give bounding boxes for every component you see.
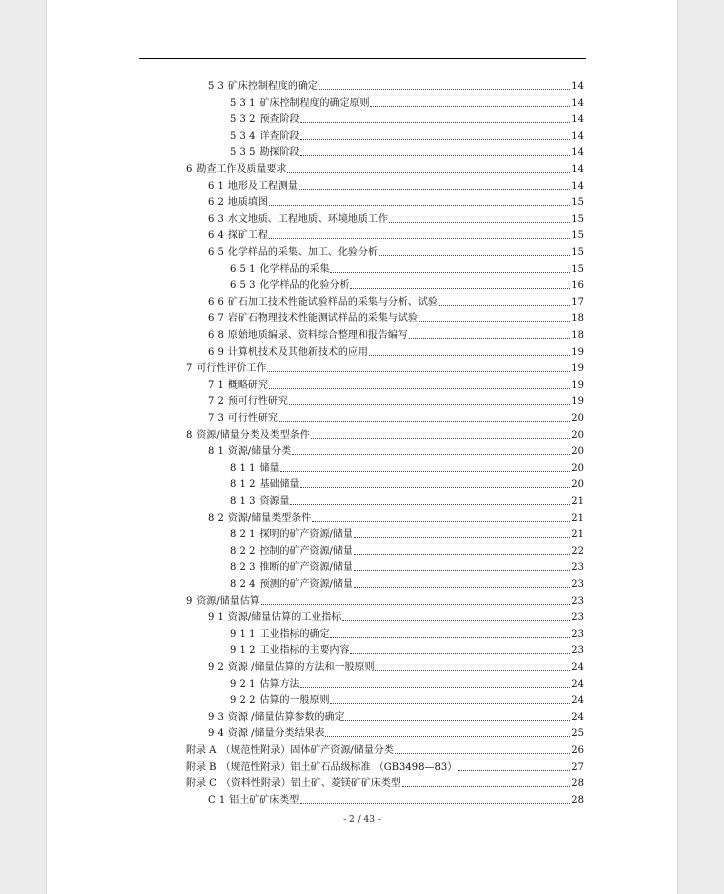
toc-dot-leader <box>269 205 570 206</box>
toc-entry[interactable] <box>230 492 584 508</box>
toc-entry-page: 22 <box>571 545 584 557</box>
toc-entry[interactable] <box>230 691 584 707</box>
toc-entry-page: 19 <box>571 346 584 358</box>
toc-entry[interactable] <box>208 658 584 674</box>
toc-dot-leader <box>289 404 570 405</box>
toc-entry-title: 勘探阶段 <box>259 147 300 159</box>
toc-entry-page: 24 <box>571 711 584 723</box>
toc-entry-page: 19 <box>571 396 584 408</box>
toc-entry-page: 14 <box>571 130 584 142</box>
toc-entry-number: 5 3 1 <box>230 97 256 109</box>
toc-entry-number: 6 5 1 <box>230 263 256 275</box>
toc-entry-page: 16 <box>571 280 584 292</box>
toc-dot-leader <box>330 637 570 638</box>
toc-dot-leader <box>300 687 570 688</box>
toc-entry-title: 资源/储量估算的工业指标 <box>227 612 342 624</box>
toc-entry-page: 15 <box>571 197 584 209</box>
toc-dot-leader <box>300 487 570 488</box>
toc-dot-leader <box>369 355 570 356</box>
toc-dot-leader <box>290 504 570 505</box>
toc-entry-number: 9 1 1 <box>230 628 256 640</box>
toc-entry-page: 19 <box>571 379 584 391</box>
toc-entry[interactable] <box>208 509 584 525</box>
toc-entry-page: 18 <box>571 330 584 341</box>
toc-entry-number: 8 1 3 <box>230 496 256 507</box>
toc-entry-page: 14 <box>571 114 584 126</box>
toc-entry-page: 23 <box>571 579 584 590</box>
toc-entry-title: 预测的矿产资源/储量 <box>259 579 353 590</box>
toc-entry[interactable] <box>230 110 584 126</box>
toc-dot-leader <box>267 371 570 372</box>
toc-dot-leader <box>319 89 570 90</box>
toc-entry[interactable] <box>208 177 584 193</box>
header-rule <box>139 58 586 59</box>
toc-entry-page: 26 <box>571 745 584 756</box>
toc-dot-leader <box>330 703 570 704</box>
toc-entry[interactable] <box>208 326 584 342</box>
toc-dot-leader <box>311 438 571 439</box>
toc-entry[interactable] <box>208 376 584 392</box>
toc-entry-number: 6 2 <box>208 197 224 209</box>
toc-dot-leader <box>379 255 570 256</box>
toc-entry-page: 23 <box>571 595 584 607</box>
toc-dot-leader <box>279 421 570 422</box>
toc-entry-page: 21 <box>571 512 584 524</box>
toc-entry-title: 岩矿石物理技术性能测试样品的采集与试验 <box>227 313 418 325</box>
toc-entry-number: 9 1 2 <box>230 645 256 657</box>
toc-entry-title: 概略研究 <box>227 379 268 391</box>
toc-dot-leader <box>269 238 570 239</box>
toc-entry-number: 9 2 <box>208 662 224 673</box>
toc-entry-title: （资料性附录）铝土矿、菱镁矿矿床类型 <box>220 778 401 790</box>
toc-dot-leader <box>354 570 570 571</box>
toc-entry-number: 8 2 2 <box>230 545 256 557</box>
toc-entry-title: 资源 /储量分类结果表 <box>227 728 325 740</box>
toc-entry-page: 24 <box>571 695 584 707</box>
toc-entry-number: 6 7 <box>208 313 224 325</box>
toc-entry-page: 20 <box>571 446 584 458</box>
toc-entry-page: 27 <box>571 761 584 773</box>
toc-entry-number: 5 3 4 <box>230 130 256 142</box>
page-footer: - 2 / 43 - <box>343 815 381 825</box>
toc-entry-page: 28 <box>571 794 584 806</box>
toc-entry-number: 8 1 <box>208 446 224 458</box>
toc-entry-number: 5 3 2 <box>230 114 256 126</box>
toc-entry[interactable] <box>230 475 584 491</box>
toc-entry[interactable] <box>230 459 584 475</box>
toc-entry-number: 9 2 1 <box>230 678 256 690</box>
toc-entry-title: 估算方法 <box>259 678 300 690</box>
toc-entry-title: 勘查工作及质量要求 <box>196 164 287 175</box>
toc-entry-title: 化学样品的采集、加工、化验分析 <box>227 247 378 258</box>
toc-entry[interactable] <box>230 525 584 541</box>
toc-dot-leader <box>299 189 570 190</box>
toc-entry-number: 附录 B <box>186 761 217 773</box>
toc-entry-title: 化学样品的采集 <box>259 263 330 275</box>
toc-dot-leader <box>458 770 570 771</box>
toc-entry-page: 23 <box>571 562 584 574</box>
toc-entry-title: 详查阶段 <box>259 130 300 142</box>
toc-entry-number: 6 9 <box>208 346 224 358</box>
toc-entry-number: 8 2 4 <box>230 579 256 590</box>
toc-entry-number: 9 1 <box>208 612 224 624</box>
toc-entry-number: 6 1 <box>208 180 224 192</box>
toc-dot-leader <box>370 106 570 107</box>
toc-entry[interactable] <box>208 243 584 259</box>
toc-entry-title: 探明的矿产资源/储量 <box>259 529 353 541</box>
toc-entry-title: 工业指标的确定 <box>259 628 330 640</box>
toc-dot-leader <box>419 321 570 322</box>
toc-entry-number: 6 8 <box>208 330 224 341</box>
toc-entry-number: 9 <box>186 595 193 607</box>
toc-entry-number: 9 2 2 <box>230 695 256 707</box>
toc-entry-page: 21 <box>571 496 584 507</box>
toc-entry-page: 23 <box>571 628 584 640</box>
toc-entry-title: 可行性评价工作 <box>196 363 267 375</box>
toc-entry[interactable] <box>186 160 584 176</box>
toc-entry-number: 8 2 <box>208 512 224 524</box>
viewer-background <box>0 0 46 894</box>
toc-entry-number: 9 3 <box>208 711 224 723</box>
toc-entry-number: 6 5 <box>208 247 224 258</box>
toc-entry-title: 化学样品的化验分析 <box>259 280 350 292</box>
toc-entry-page: 18 <box>571 313 584 325</box>
toc-entry[interactable] <box>208 409 584 425</box>
toc-entry-number: 6 4 <box>208 230 224 242</box>
toc-entry-number: 5 3 5 <box>230 147 256 159</box>
toc-entry[interactable] <box>208 608 584 624</box>
toc-entry[interactable] <box>230 276 584 292</box>
toc-entry-title: 地质填图 <box>227 197 268 209</box>
toc-entry-title: 推断的矿产资源/储量 <box>259 562 353 574</box>
toc-entry-title: 铝土矿矿床类型 <box>229 794 300 806</box>
toc-entry[interactable] <box>208 343 584 359</box>
toc-entry-title: 控制的矿产资源/储量 <box>259 545 353 557</box>
toc-entry-title: 矿床控制程度的确定原则 <box>259 97 370 109</box>
toc-entry-number: 6 5 3 <box>230 280 256 292</box>
toc-entry[interactable] <box>208 708 584 724</box>
toc-entry-number: C 1 <box>208 794 226 806</box>
toc-entry-page: 14 <box>571 180 584 192</box>
toc-entry[interactable] <box>208 724 584 740</box>
toc-entry-page: 15 <box>571 213 584 225</box>
toc-entry[interactable] <box>208 442 584 458</box>
toc-entry-page: 21 <box>571 529 584 541</box>
toc-entry-title: （规范性附录）铝土矿石品级标准 （GB3498—83） <box>220 761 458 773</box>
toc-dot-leader <box>300 803 570 804</box>
toc-entry[interactable] <box>230 625 584 641</box>
toc-entry-title: 储量 <box>259 462 280 474</box>
toc-entry-page: 25 <box>571 728 584 740</box>
toc-entry-page: 20 <box>571 429 584 441</box>
toc-entry[interactable] <box>186 359 584 375</box>
toc-dot-leader <box>354 587 570 588</box>
toc-entry-page: 17 <box>571 296 584 308</box>
toc-entry-page: 24 <box>571 662 584 673</box>
toc-entry-title: 预可行性研究 <box>227 396 288 408</box>
toc-entry-title: （规范性附录）固体矿产资源/储量分类 <box>220 745 394 756</box>
toc-dot-leader <box>330 272 570 273</box>
toc-dot-leader <box>287 172 570 173</box>
toc-entry[interactable] <box>186 758 584 774</box>
toc-entry-title: 水文地质、工程地质、环境地质工作 <box>227 213 388 225</box>
toc-entry[interactable] <box>230 641 584 657</box>
toc-entry-title: 计算机技术及其他新技术的应用 <box>227 346 368 358</box>
toc-entry-number: 8 2 1 <box>230 529 256 541</box>
toc-dot-leader <box>342 620 570 621</box>
toc-entry-number: 附录 A <box>186 745 217 756</box>
toc-dot-leader <box>280 471 570 472</box>
toc-entry[interactable] <box>208 210 584 226</box>
toc-dot-leader <box>409 338 570 339</box>
toc-entry-number: 附录 C <box>186 778 217 790</box>
toc-entry-page: 20 <box>571 462 584 474</box>
toc-entry-page: 14 <box>571 97 584 109</box>
toc-entry-page: 20 <box>571 413 584 424</box>
toc-dot-leader <box>325 736 570 737</box>
toc-entry-page: 14 <box>571 81 584 92</box>
toc-entry-title: 预查阶段 <box>259 114 300 126</box>
toc-entry-title: 地形及工程测量 <box>227 180 298 192</box>
toc-entry-page: 23 <box>571 612 584 624</box>
toc-entry-number: 9 4 <box>208 728 224 740</box>
toc-dot-leader <box>312 521 570 522</box>
toc-entry-title: 资源/储量类型条件 <box>227 512 312 524</box>
toc-dot-leader <box>375 670 570 671</box>
toc-dot-leader <box>350 653 570 654</box>
toc-entry-title: 资源 /储量估算的方法和一般原则 <box>227 662 375 673</box>
toc-entry-title: 资源量 <box>259 496 290 507</box>
toc-entry-title: 资源/储量分类及类型条件 <box>196 429 310 441</box>
toc-entry-number: 6 6 <box>208 296 224 308</box>
toc-dot-leader <box>292 454 570 455</box>
toc-entry[interactable] <box>230 143 584 159</box>
toc-entry-title: 资源/储量估算 <box>196 595 260 607</box>
toc-entry-page: 15 <box>571 263 584 275</box>
toc-entry-number: 6 3 <box>208 213 224 225</box>
toc-entry[interactable] <box>230 558 584 574</box>
toc-entry-page: 14 <box>571 164 584 175</box>
toc-entry[interactable] <box>208 226 584 242</box>
toc-entry-number: 5 3 <box>208 81 224 92</box>
toc-entry-number: 8 2 3 <box>230 562 256 574</box>
toc-entry[interactable] <box>208 309 584 325</box>
toc-entry[interactable] <box>208 293 584 309</box>
toc-entry-page: 23 <box>571 645 584 657</box>
toc-entry-title: 估算的一般原则 <box>259 695 330 707</box>
toc-dot-leader <box>395 753 570 754</box>
toc-entry[interactable] <box>186 426 584 442</box>
toc-entry-number: 7 <box>186 363 193 375</box>
toc-entry[interactable] <box>230 675 584 691</box>
toc-entry-title: 矿床控制程度的确定 <box>227 81 318 92</box>
toc-entry-number: 8 <box>186 429 193 441</box>
toc-dot-leader <box>261 604 571 605</box>
toc-entry-number: 7 3 <box>208 413 224 424</box>
toc-entry-title: 工业指标的主要内容 <box>259 645 350 657</box>
toc-entry-title: 资源 /储量估算参数的确定 <box>227 711 345 723</box>
toc-entry-number: 6 <box>186 164 193 175</box>
toc-entry[interactable] <box>208 77 584 93</box>
toc-dot-leader <box>350 288 570 289</box>
toc-dot-leader <box>402 786 570 787</box>
toc-entry-page: 20 <box>571 479 584 491</box>
toc-entry[interactable] <box>208 193 584 209</box>
toc-entry-number: 8 1 2 <box>230 479 256 491</box>
toc-dot-leader <box>389 222 570 223</box>
toc-entry[interactable] <box>230 260 584 276</box>
toc-entry-number: 7 1 <box>208 379 224 391</box>
toc-entry[interactable] <box>186 592 584 608</box>
toc-dot-leader <box>300 139 570 140</box>
toc-entry-title: 资源/储量分类 <box>227 446 292 458</box>
toc-entry-page: 28 <box>571 778 584 790</box>
toc-entry-title: 探矿工程 <box>227 230 268 242</box>
toc-entry-number: 7 2 <box>208 396 224 408</box>
toc-entry[interactable] <box>208 791 584 807</box>
toc-entry-page: 24 <box>571 678 584 690</box>
toc-entry-number: 8 1 1 <box>230 462 256 474</box>
toc-dot-leader <box>439 305 570 306</box>
toc-entry-title: 矿石加工技术性能试验样品的采集与分析、试验 <box>227 296 438 308</box>
toc-entry-page: 14 <box>571 147 584 159</box>
toc-entry-title: 基础储量 <box>259 479 300 491</box>
toc-entry-title: 可行性研究 <box>227 413 278 424</box>
toc-dot-leader <box>269 388 570 389</box>
toc-entry[interactable] <box>208 392 584 408</box>
toc-entry[interactable] <box>186 774 584 790</box>
toc-entry-page: 19 <box>571 363 584 375</box>
toc-entry-page: 15 <box>571 230 584 242</box>
toc-dot-leader <box>354 537 570 538</box>
toc-entry[interactable] <box>186 741 584 757</box>
toc-dot-leader <box>345 720 570 721</box>
toc-dot-leader <box>300 122 570 123</box>
toc-entry-page: 15 <box>571 247 584 258</box>
toc-entry[interactable] <box>230 575 584 591</box>
toc-entry[interactable] <box>230 127 584 143</box>
toc-entry[interactable] <box>230 542 584 558</box>
toc-dot-leader <box>354 554 570 555</box>
toc-entry-title: 原始地质编录、资料综合整理和报告编写 <box>227 330 408 341</box>
toc-dot-leader <box>300 155 570 156</box>
toc-entry[interactable] <box>230 94 584 110</box>
